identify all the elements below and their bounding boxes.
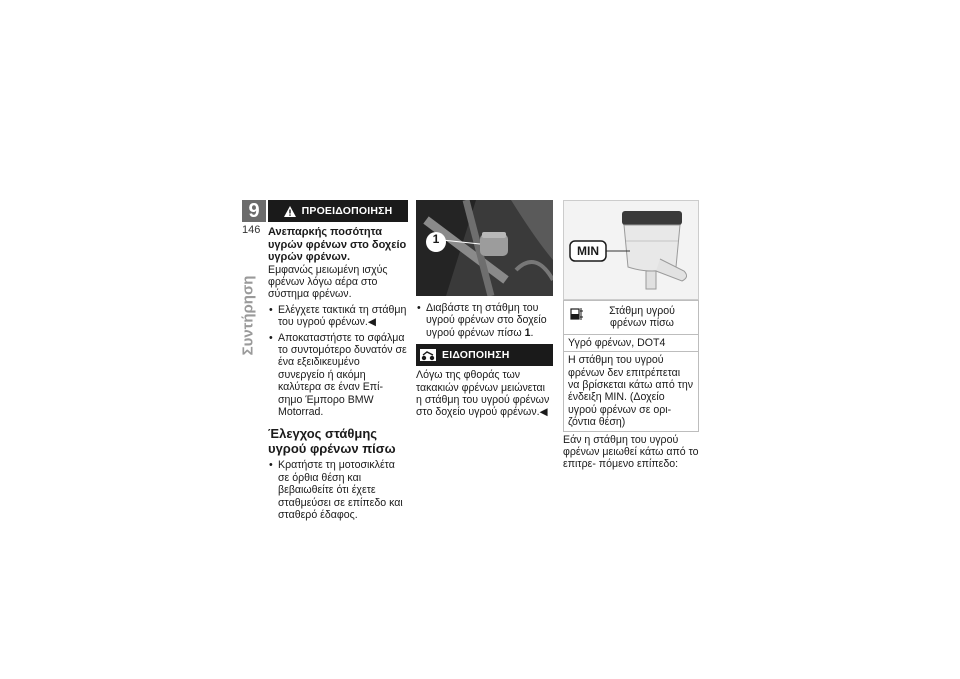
column-1 xyxy=(268,200,408,521)
list-item: • Ελέγχετε τακτικά τη στάθμη του υγρού φρένων.◀ xyxy=(268,304,408,329)
column-3 xyxy=(563,200,699,471)
brake-fluid-level-icon xyxy=(568,305,584,323)
spec-table xyxy=(563,300,699,432)
notice-banner xyxy=(416,344,553,366)
photo-callout-1: 1 xyxy=(432,232,440,246)
reservoir-min-illustration xyxy=(563,200,699,300)
notice-label: ΕΙΔΟΠΟΙΗΣΗ xyxy=(442,349,510,362)
bullet-text: Διαβάστε τη στάθμη του υγρού φρένων στο δοχείο υγρού φρένων πίσω xyxy=(426,302,547,339)
spec-table-header xyxy=(564,300,698,334)
column-2 xyxy=(416,200,553,419)
list-item: • Αποκαταστήστε το σφάλμα το συντομότερο δυνατόν σε ένα εξειδικευμένο συνεργείο ή ακόμη καλύτερα σε έναν Επί- σημο Έμπορο BMW Motorrad. xyxy=(268,332,408,419)
page-number: 146 xyxy=(242,224,261,236)
reference-number: 1 xyxy=(524,326,531,339)
paragraph: Εάν η στάθμη του υγρού φρένων μειωθεί κάτω από το επιτρε- πόμενο επίπεδο: xyxy=(563,433,699,471)
warning-body: Εμφανώς μειωμένη ισχύς φρένων λόγω αέρα στο σύστημα φρένων. xyxy=(268,263,388,301)
list-item xyxy=(416,302,553,339)
section-title: Έλεγχος στάθμης υγρού φρένων πίσω xyxy=(268,426,396,457)
chapter-number-badge: 9 xyxy=(242,200,266,222)
warning-triangle-icon xyxy=(284,206,296,217)
spec-table-title: Στάθμη υγρού φρένων πίσω xyxy=(609,305,675,330)
spec-table-row: Η στάθμη του υγρού φρένων δεν επιτρέπεται να βρίσκεται κάτω από την ένδειξη MIN. (Δοχείο υγρού φρένων σε ορι- ζόντια θέση) xyxy=(564,351,698,430)
warning-heading: Ανεπαρκής ποσότητα υγρών φρένων στο δοχείο υγρών φρένων. xyxy=(268,226,407,263)
warning-banner xyxy=(268,200,408,222)
rear-brake-reservoir-photo xyxy=(416,200,553,296)
motorcycle-photo-illustration xyxy=(416,200,553,296)
min-callout: MIN xyxy=(577,244,599,258)
bullet-text-end: . xyxy=(530,326,534,339)
list-item: • Κρατήστε τη μοτοσικλέτα σε όρθια θέση και βεβαιωθείτε ότι έχετε σταθμεύσει σε επίπεδο και σταθερό έδαφος. xyxy=(268,459,408,521)
chapter-side-title xyxy=(228,270,268,360)
warning-label: ΠΡΟΕΙΔΟΠΟΙΗΣΗ xyxy=(301,204,393,217)
notice-body: Λόγω της φθοράς των τακακιών φρένων μειώνεται η στάθμη του υγρού φρένων στο δοχείο υγρού φρένων.◀ xyxy=(416,369,550,419)
motorcycle-notice-icon xyxy=(420,349,436,361)
spec-table-row: Υγρό φρένων, DOT4 xyxy=(564,334,698,351)
chapter-title-text: Συντήρηση xyxy=(239,275,257,355)
